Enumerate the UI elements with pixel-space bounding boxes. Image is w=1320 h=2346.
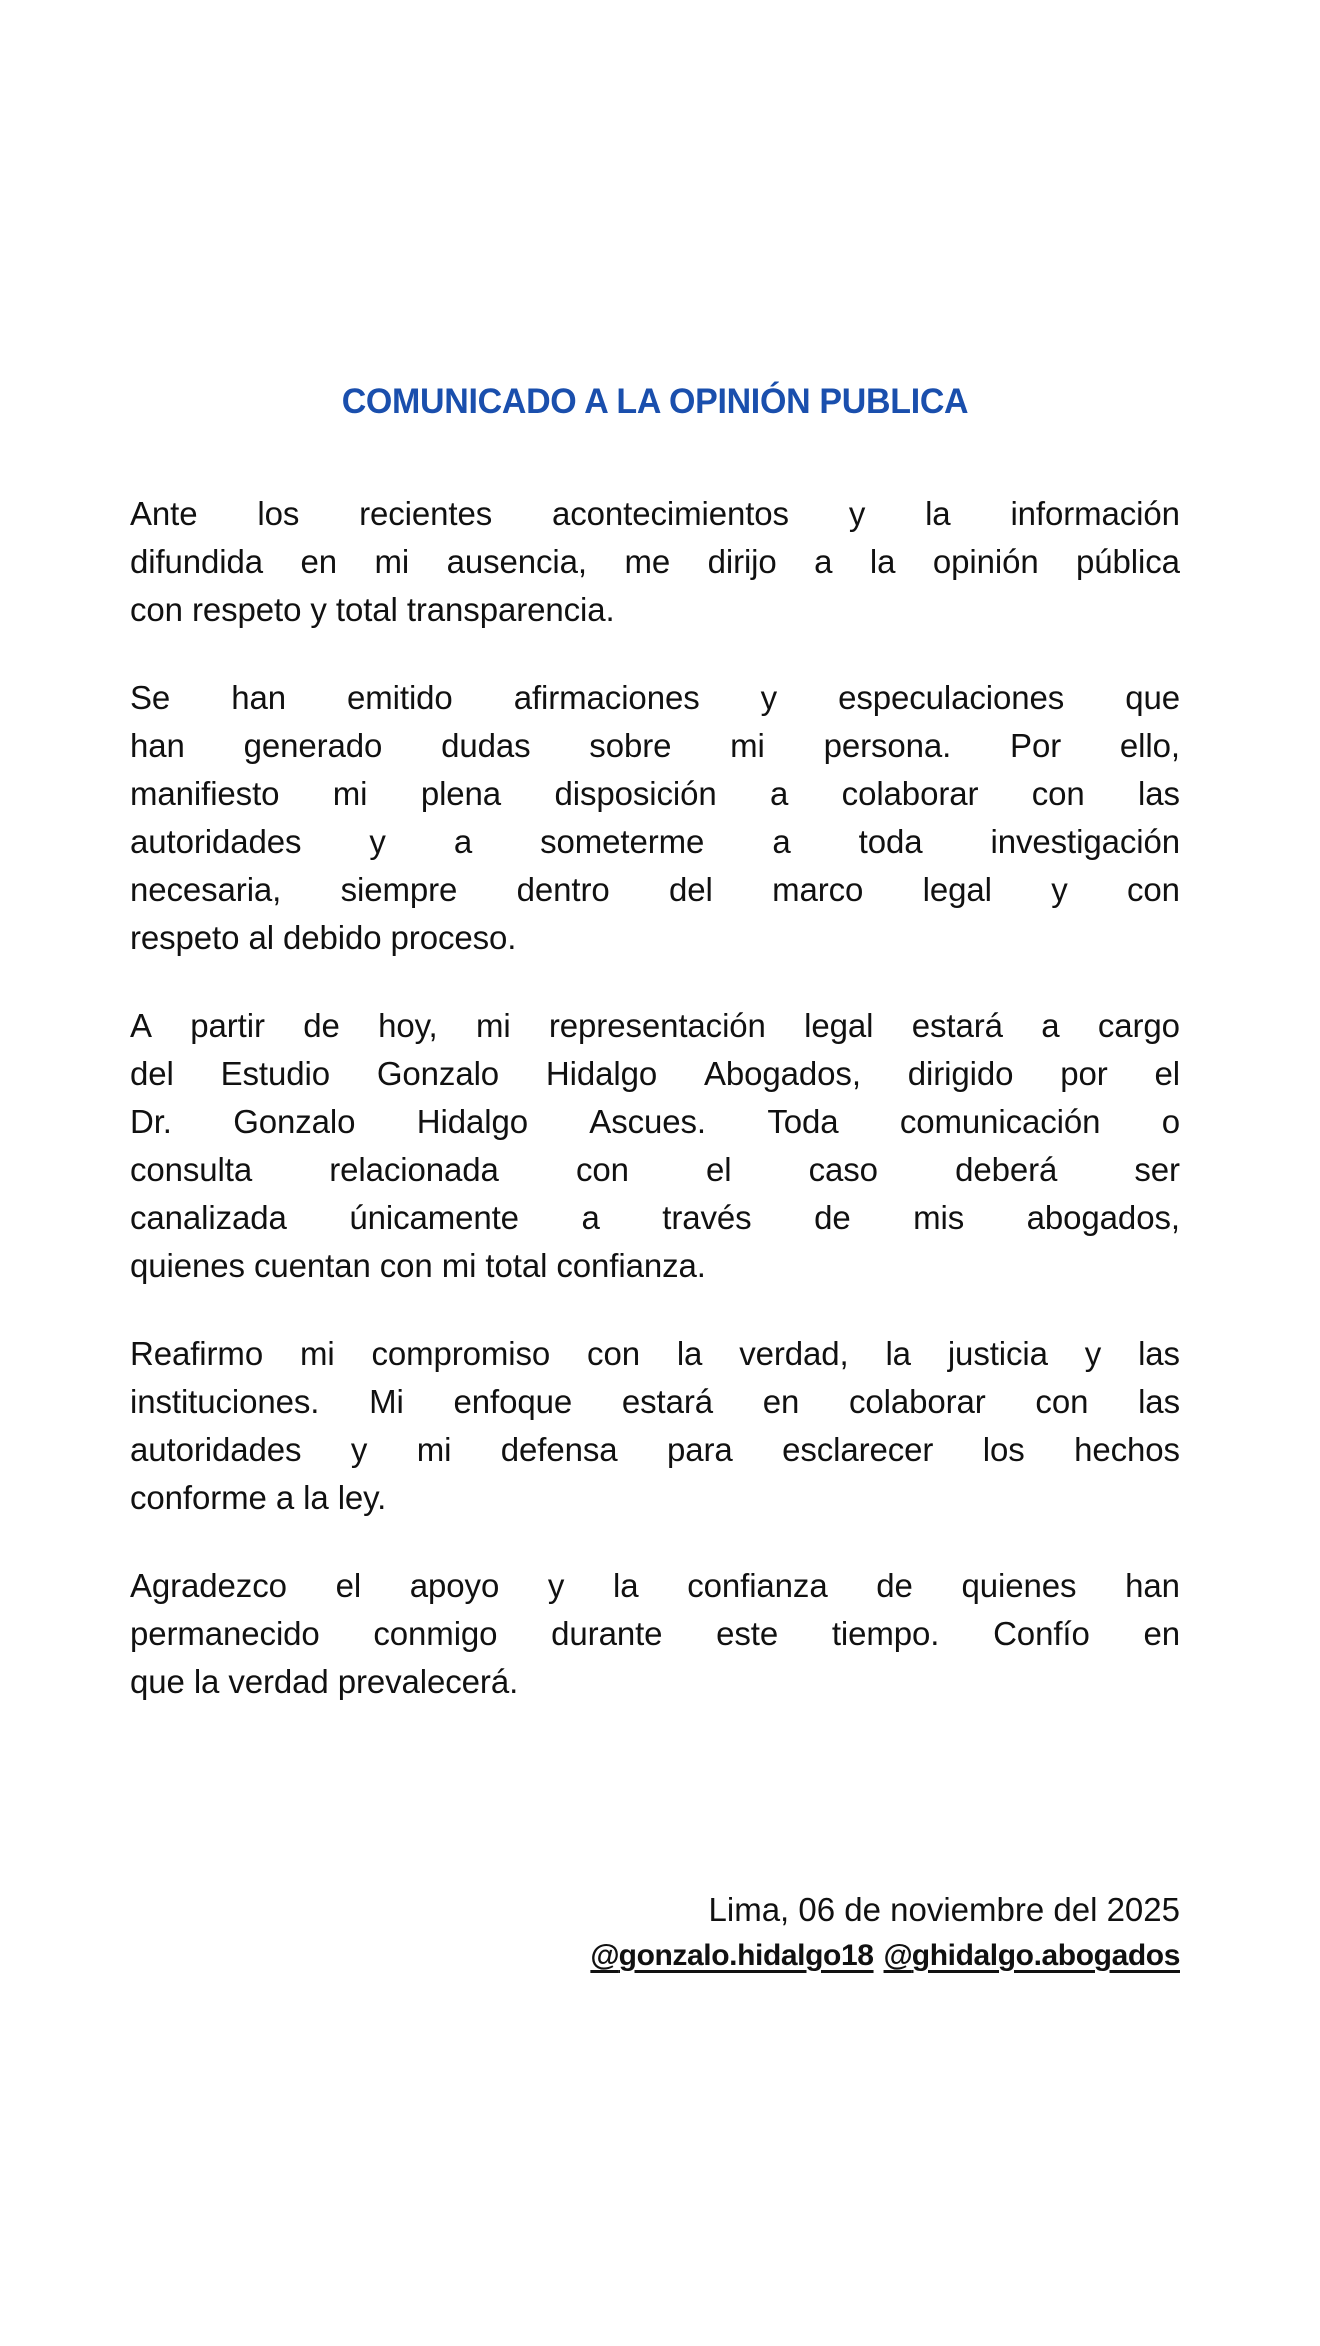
word: especulaciones [838,679,1065,716]
word: defensa [500,1431,618,1468]
word: la [613,1567,639,1604]
word: el [335,1567,362,1604]
word: por [1060,1055,1108,1092]
word: de [303,1007,340,1044]
word: recientes [359,495,493,532]
word: cargo [1097,1007,1180,1044]
word: compromiso [371,1335,551,1372]
word: Ante [130,495,198,532]
word: través [662,1199,752,1236]
word: colaborar [841,775,979,812]
paragraph-5-line-2 [130,1610,1180,1658]
word: legal [922,871,992,908]
word: han [1125,1567,1180,1604]
word: generado [243,727,383,764]
word: Por [1010,727,1062,764]
word: emitido [347,679,453,716]
word: dirigido [907,1055,1014,1092]
word: Reafirmo [130,1335,264,1372]
word: estará [621,1383,713,1420]
paragraph-2-line-3 [130,770,1180,818]
paragraph-3-line-4 [130,1146,1180,1194]
word: a [770,775,789,812]
page-title: COMUNICADO A LA OPINIÓN PUBLICA [341,382,969,421]
word: someterme [540,823,705,860]
word: a [453,823,473,860]
paragraph-4 [130,1330,1180,1522]
paragraph-5 [130,1562,1180,1706]
word: me [624,543,671,580]
word: la [885,1335,911,1372]
word: tiempo. [831,1615,940,1652]
word: afirmaciones [513,679,700,716]
paragraph-2-line-1 [130,674,1180,722]
word: confianza [687,1567,828,1604]
word: en [762,1383,800,1420]
word: Hidalgo [545,1055,658,1092]
word: o [1161,1103,1180,1140]
word: opinión [932,543,1039,580]
word: de [876,1567,913,1604]
word: con [1127,871,1180,908]
word: los [257,495,300,532]
word: mi [475,1007,511,1044]
instagram-at-icon: @ [590,1939,619,1972]
word: Abogados, [704,1055,861,1092]
word: acontecimientos [551,495,789,532]
word: Dr. [130,1103,172,1140]
word: hoy, [378,1007,438,1044]
word: sobre [589,727,672,764]
word: a [1041,1007,1060,1044]
word: con [1035,1383,1089,1420]
social-handles [130,1936,1180,1976]
word: colaborar [848,1383,986,1420]
paragraph-5-line-1 [130,1562,1180,1610]
paragraph-1 [130,490,1180,634]
word: a [772,823,791,860]
word: quienes [961,1567,1077,1604]
word: han [130,727,185,764]
paragraph-2-line-2 [130,722,1180,770]
word: verdad, [739,1335,849,1372]
word: con [1031,775,1085,812]
word: hechos [1074,1431,1180,1468]
word: con [587,1335,640,1372]
word: enfoque [453,1383,573,1420]
word: representación [548,1007,766,1044]
word: y [369,823,386,860]
paragraph-5-line-3: que la verdad prevalecerá. [130,1663,519,1700]
word: el [705,1151,732,1188]
word: dentro [516,871,610,908]
word: Se [130,679,171,716]
word: ausencia, [446,543,587,580]
paragraph-1-line-3: con respeto y total transparencia. [130,591,615,628]
word: Ascues. [589,1103,706,1140]
word: esclarecer [782,1431,934,1468]
signature-block [130,1888,1180,1976]
paragraph-list [130,490,1180,1706]
paragraph-4-line-2 [130,1378,1180,1426]
word: mi [416,1431,452,1468]
word: con [575,1151,629,1188]
word: ello, [1119,727,1180,764]
word: han [231,679,286,716]
word: dirijo [707,543,777,580]
paragraph-4-line-1 [130,1330,1180,1378]
word: a [581,1199,600,1236]
paragraph-2 [130,674,1180,962]
word: justicia [947,1335,1048,1372]
word: apoyo [409,1567,500,1604]
word: estará [911,1007,1003,1044]
word: del [669,871,713,908]
word: la [925,495,951,532]
word: manifiesto [130,775,280,812]
word: relacionada [329,1151,499,1188]
word: investigación [990,823,1180,860]
word: mi [374,543,410,580]
paragraph-2-line-4 [130,818,1180,866]
word: difundida [130,543,264,580]
word: y [547,1567,565,1604]
word: y [1084,1335,1102,1372]
word: deberá [955,1151,1058,1188]
word: autoridades [130,823,302,860]
word: toda [858,823,923,860]
word: Gonzalo [233,1103,356,1140]
word: y [760,679,778,716]
word: el [1154,1055,1180,1092]
word: las [1138,775,1180,812]
paragraph-2-line-6: respeto al debido proceso. [130,919,517,956]
word: en [300,543,338,580]
instagram-handle-firm-label: ghidalgo.abogados [911,1939,1180,1972]
word: necesaria, [130,871,282,908]
word: dudas [441,727,531,764]
word: conmigo [373,1615,498,1652]
word: y [350,1431,368,1468]
word: en [1143,1615,1180,1652]
word: comunicación [899,1103,1101,1140]
word: siempre [340,871,458,908]
word: para [666,1431,733,1468]
word: la [676,1335,703,1372]
word: canalizada [130,1199,287,1236]
paragraph-4-line-3 [130,1426,1180,1474]
word: las [1138,1335,1180,1372]
word: Gonzalo [376,1055,500,1092]
word: del [130,1055,174,1092]
paragraph-3 [130,1002,1180,1290]
word: instituciones. [130,1383,320,1420]
word: este [716,1615,779,1652]
word: Toda [767,1103,839,1140]
paragraph-4-line-4: conforme a la ley. [130,1479,387,1516]
word: Estudio [220,1055,330,1092]
word: que [1125,679,1180,716]
instagram-handle-personal[interactable] [590,1936,873,1976]
paragraph-1-line-2 [130,538,1180,586]
word: información [1010,495,1180,532]
word: permanecido [130,1615,320,1652]
word: Confío [993,1615,1090,1652]
word: disposición [554,775,717,812]
word: consulta [130,1151,253,1188]
word: mi [730,727,765,764]
word: mi [299,1335,335,1372]
paragraph-1-line-1 [130,490,1180,538]
word: y [848,495,866,532]
word: legal [804,1007,874,1044]
word: pública [1076,543,1180,580]
word: la [869,543,896,580]
word: y [1051,871,1068,908]
instagram-at-icon: @ [883,1939,912,1972]
paragraph-3-line-5 [130,1194,1180,1242]
word: marco [772,871,864,908]
word: autoridades [130,1431,302,1468]
word: mis [913,1199,965,1236]
paragraph-3-line-6: quienes cuentan con mi total confianza. [130,1247,706,1284]
word: ser [1134,1151,1180,1188]
paragraph-3-line-1 [130,1002,1180,1050]
word: abogados, [1026,1199,1180,1236]
word: A [130,1007,152,1044]
word: Hidalgo [416,1103,528,1140]
word: Agradezco [130,1567,287,1604]
word: de [814,1199,851,1236]
instagram-handle-personal-label: gonzalo.hidalgo18 [618,1939,874,1972]
word: plena [420,775,502,812]
instagram-handle-firm[interactable] [884,1936,1180,1976]
signature-date: Lima, 06 de noviembre del 2025 [708,1891,1180,1928]
paragraph-3-line-2 [130,1050,1180,1098]
word: los [982,1431,1025,1468]
word: las [1138,1383,1180,1420]
word: partir [190,1007,265,1044]
word: caso [808,1151,878,1188]
word: a [814,543,833,580]
word: durante [551,1615,663,1652]
paragraph-2-line-5 [130,866,1180,914]
word: mi [332,775,368,812]
word: únicamente [349,1199,519,1236]
word: persona. [823,727,952,764]
word: Mi [369,1383,404,1420]
paragraph-3-line-3 [130,1098,1180,1146]
